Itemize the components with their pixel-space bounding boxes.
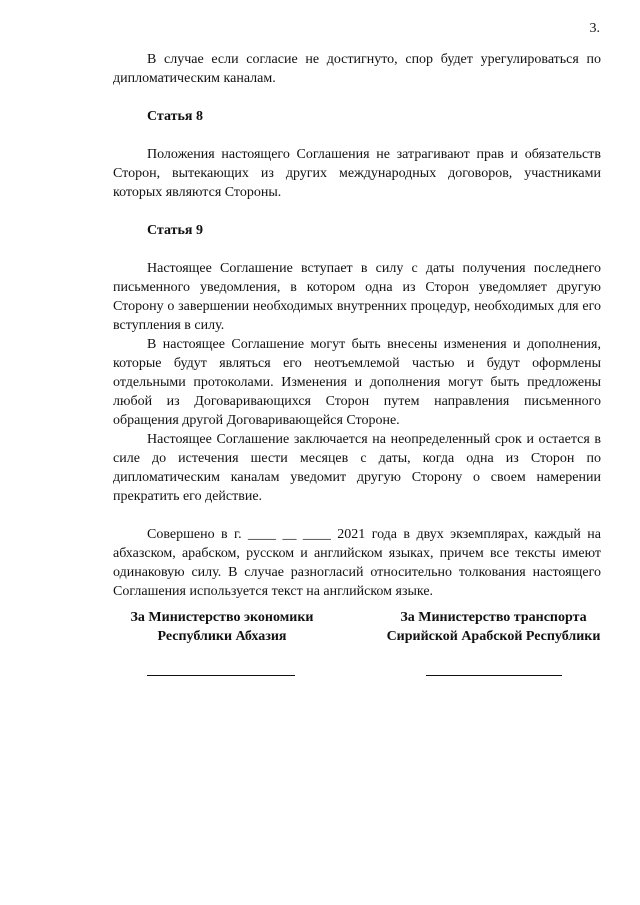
signature-block — [113, 608, 613, 688]
signatory-right — [371, 608, 616, 646]
signature-line-right — [426, 675, 562, 676]
signatory-left-line2: Республики Абхазия — [157, 629, 287, 644]
signatory-left — [113, 608, 331, 646]
article-9-paragraph-1: Настоящее Соглашение вступает в силу с даты получения последнего письменного уведомления, в котором одна из Сторон уведомляет другую Сторону о завершении необходимых внутренних процедур, необходимых для его вступления в силу. — [113, 261, 601, 333]
article-9-paragraph-3: Настоящее Соглашение заключается на неопределенный срок и остается в силе до истечения шести месяцев с даты, когда одна из Сторон по дипломатическим каналам уведомит другую Сторону о своем намерении прекратить его действие. — [113, 432, 601, 504]
signatory-right-line1: За Министерство транспорта — [400, 610, 587, 625]
document-body — [113, 50, 601, 601]
signatory-left-line1: За Министерство экономики — [130, 610, 314, 625]
article-9-paragraph-2: В настоящее Соглашение могут быть внесены изменения и дополнения, которые будут являться его неотъемлемой частью и будут оформлены отдельными протоколами. Изменения и дополнения могут быть предложены любой из Договаривающихся Сторон путем направления письменного обращения другой Договаривающейся Стороне. — [113, 337, 601, 428]
signatory-right-line2: Сирийской Арабской Республики — [386, 629, 601, 644]
signature-line-left — [147, 675, 295, 676]
closing-paragraph: Совершено в г. ____ __ ____ 2021 года в двух экземплярах, каждый на абхазском, арабском, русском и английском языках, причем все тексты имеют одинаковую силу. В случае разногласий относительно толкования настоящего Соглашения используется текст на английском языке. — [113, 527, 601, 599]
article-8-paragraph: Положения настоящего Соглашения не затрагивают прав и обязательств Сторон, вытекающих из других международных договоров, участниками которых являются Стороны. — [113, 147, 601, 200]
article-8-heading: Статья 8 — [147, 109, 203, 124]
intro-paragraph: В случае если согласие не достигнуто, спор будет урегулироваться по дипломатическим каналам. — [113, 52, 601, 86]
page-number: 3. — [589, 21, 600, 36]
article-9-heading: Статья 9 — [147, 223, 203, 238]
